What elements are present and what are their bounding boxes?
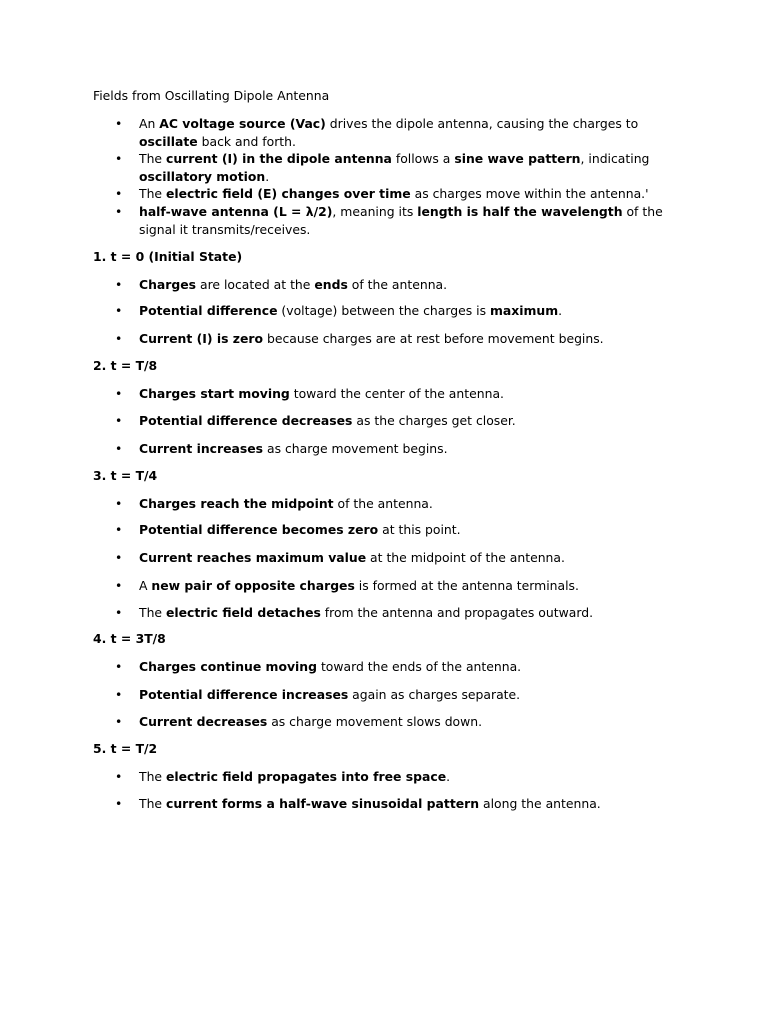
bullet-icon: • (115, 116, 123, 131)
section-list-item (115, 521, 684, 539)
bold-text: Charges (139, 277, 197, 292)
bold-text: Current (I) is zero (139, 331, 264, 346)
text: because charges are at rest before movement begins. (263, 331, 604, 346)
bullet-icon: • (115, 496, 123, 511)
bullet-icon: • (115, 578, 123, 593)
intro-list-item (115, 185, 684, 203)
text: as charge movement begins. (263, 441, 448, 456)
bullet-icon: • (115, 204, 123, 219)
bold-text: ends (314, 277, 348, 292)
section-heading: 2. t = T/8 (93, 358, 158, 373)
section-list-item (115, 549, 684, 567)
text: toward the ends of the antenna. (317, 659, 522, 674)
bold-text: Current decreases (139, 714, 268, 729)
text: . (558, 303, 563, 318)
section-list-item (115, 302, 684, 320)
text: (voltage) between the charges is (277, 303, 490, 318)
section-list-item (115, 440, 684, 458)
text: toward the center of the antenna. (289, 386, 504, 401)
bullet-icon: • (115, 331, 123, 346)
text: The (139, 796, 166, 811)
bold-text: maximum (489, 303, 559, 318)
bullet-icon: • (115, 659, 123, 674)
bold-text: Current increases (139, 441, 264, 456)
text: A (139, 578, 152, 593)
bold-text: half-wave antenna (L = λ/2) (139, 204, 333, 219)
text: The (139, 186, 166, 201)
text: , indicating (580, 151, 650, 166)
bold-text: Potential difference increases (139, 687, 349, 702)
section-list-item (115, 412, 684, 430)
text: The (139, 605, 166, 620)
text: of the antenna. (347, 277, 448, 292)
bullet-icon: • (115, 303, 123, 318)
bold-text: Potential difference decreases (139, 413, 353, 428)
bold-text: sine wave pattern (454, 151, 581, 166)
bullet-icon: • (115, 714, 123, 729)
intro-list-item (115, 203, 684, 238)
section-heading: 4. t = 3T/8 (93, 631, 166, 646)
section-list-item (115, 713, 684, 731)
bold-text: new pair of opposite charges (151, 578, 355, 593)
intro-list-item (115, 150, 684, 185)
text: at the midpoint of the antenna. (366, 550, 565, 565)
section-heading: 5. t = T/2 (93, 741, 158, 756)
intro-list-item (115, 115, 684, 150)
text: as the charges get closer. (352, 413, 516, 428)
bullet-icon: • (115, 441, 123, 456)
section-list-item (115, 658, 684, 676)
bold-text: AC voltage source (Vac) (159, 116, 326, 131)
text: again as charges separate. (348, 687, 521, 702)
section-list-item (115, 577, 684, 595)
bullet-icon: • (115, 277, 123, 292)
bold-text: electric field detaches (165, 605, 321, 620)
text: The (139, 151, 166, 166)
bold-text: Charges reach the midpoint (139, 496, 334, 511)
bold-text: length is half the wavelength (417, 204, 623, 219)
bullet-icon: • (115, 386, 123, 401)
text: back and forth. (197, 133, 296, 149)
section-list-item (115, 686, 684, 704)
text: at this point. (378, 522, 461, 537)
bullet-icon: • (115, 769, 123, 784)
bold-text: oscillatory motion (139, 168, 266, 184)
bold-text: Charges start moving (139, 386, 290, 401)
text: are located at the (196, 277, 315, 292)
text: . (446, 769, 451, 784)
bold-text: current (I) in the dipole antenna (165, 151, 392, 166)
text: as charge movement slows down. (267, 714, 483, 729)
bold-text: electric field propagates into free space (165, 769, 447, 784)
bold-text: Charges continue moving (139, 659, 317, 674)
bullet-icon: • (115, 687, 123, 702)
section-list-item (115, 604, 684, 622)
text: from the antenna and propagates outward. (320, 605, 594, 620)
bullet-icon: • (115, 796, 123, 811)
bullet-icon: • (115, 550, 123, 565)
document-title: Fields from Oscillating Dipole Antenna (93, 88, 330, 103)
section-list-item (115, 495, 684, 513)
bullet-icon: • (115, 186, 123, 201)
bullet-icon: • (115, 605, 123, 620)
section-list-item (115, 330, 684, 348)
text: follows a (391, 151, 455, 166)
bullet-icon: • (115, 522, 123, 537)
text: of the signal it transmits/receives. (139, 204, 663, 237)
bold-text: Potential difference becomes zero (139, 522, 379, 537)
section-list-item (115, 768, 684, 786)
bold-text: current forms a half-wave sinusoidal pattern (165, 796, 480, 811)
text: as charges move within the antenna.' (410, 186, 649, 201)
section-heading: 3. t = T/4 (93, 468, 158, 483)
bold-text: electric field (E) changes over time (165, 186, 411, 201)
section-list-item (115, 276, 684, 294)
text: . (265, 168, 270, 184)
text: The (139, 769, 166, 784)
section-heading: 1. t = 0 (Initial State) (93, 249, 243, 264)
text: , meaning its (332, 204, 418, 219)
bold-text: oscillate (139, 133, 198, 149)
section-list-item (115, 385, 684, 403)
text: along the antenna. (479, 796, 601, 811)
text: drives the dipole antenna, causing the charges to (325, 116, 639, 131)
bold-text: Potential difference (139, 303, 278, 318)
bullet-icon: • (115, 151, 123, 166)
text: of the antenna. (333, 496, 433, 511)
bold-text: Current reaches maximum value (139, 550, 367, 565)
text: is formed at the antenna terminals. (354, 578, 579, 593)
section-list-item (115, 795, 684, 813)
text: An (139, 116, 160, 131)
bullet-icon: • (115, 413, 123, 428)
